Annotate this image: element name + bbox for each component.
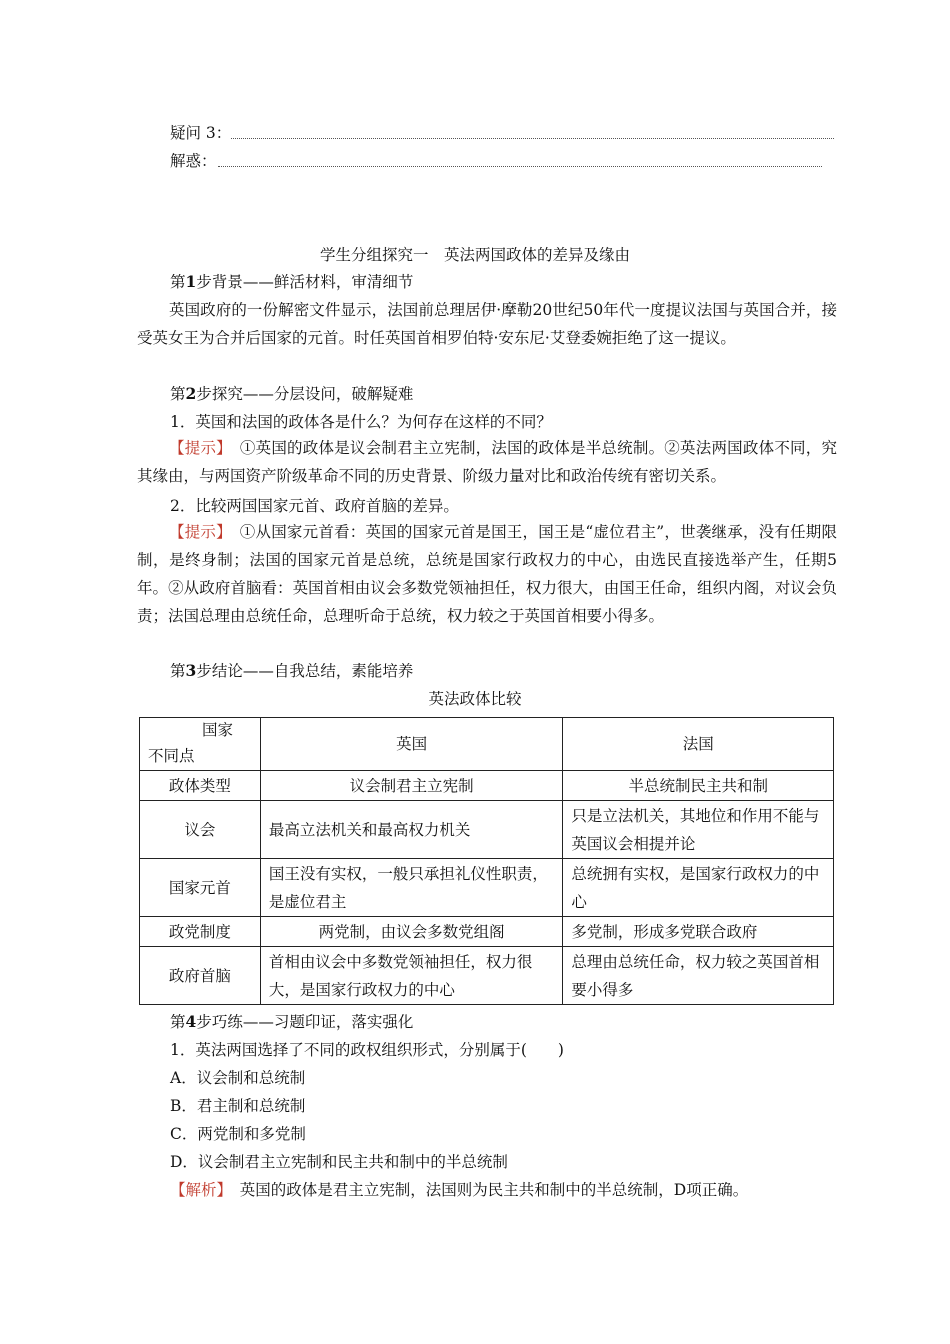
table-row [140, 947, 834, 1005]
row-label: 议会 [140, 801, 261, 859]
step-2-text: 步探究——分层设问，破解疑难 [196, 385, 414, 403]
step-2-heading [170, 384, 413, 404]
hint-1-text: ①英国的政体是议会制君主立宪制，法国的政体是半总统制。②英法两国政体不同，究其缘由，与两国资产阶级革命不同的历史背景、阶级力量对比和政治传统有密切关系。 [137, 439, 837, 485]
step-4-heading [170, 1012, 413, 1032]
header-fr: 法国 [563, 718, 834, 771]
cell-uk: 两党制，由议会多数党组阁 [260, 917, 563, 947]
table-row [140, 917, 834, 947]
question-1: 1．英国和法国的政体各是什么？为何存在这样的不同？ [170, 413, 552, 431]
cell-uk: 首相由议会中多数党领袖担任，权力很大，是国家行政权力的中心 [260, 947, 563, 1005]
question-2: 2．比较两国国家元首、政府首脑的差异。 [170, 497, 459, 515]
row-label: 国家元首 [140, 859, 261, 917]
step-4-text: 步巧练——习题印证，落实强化 [196, 1013, 414, 1031]
answer-label: 解惑： [170, 152, 217, 170]
table-corner-cell [140, 718, 261, 771]
analysis-line [170, 1180, 748, 1200]
exercise-question: 1．英法两国选择了不同的政权组织形式，分别属于( ) [170, 1041, 564, 1059]
corner-bottom-label: 不同点 [148, 747, 195, 765]
step-4-number: 4 [185, 1012, 197, 1031]
step-3-heading [170, 661, 413, 681]
cell-uk: 国王没有实权，一般只承担礼仪性职责，是虚位君主 [260, 859, 563, 917]
cell-uk: 最高立法机关和最高权力机关 [260, 801, 563, 859]
section-title: 学生分组探究一 英法两国政体的差异及缘由 [319, 246, 630, 264]
step-1-prefix: 第 [170, 273, 186, 291]
table-row [140, 859, 834, 917]
step-4-prefix: 第 [170, 1013, 186, 1031]
table-row [140, 771, 834, 801]
answer-blank [218, 166, 822, 167]
table-row [140, 801, 834, 859]
cell-fr: 总理由总统任命，权力较之英国首相要小得多 [563, 947, 834, 1005]
analysis-tag: 【解析】 [170, 1181, 225, 1199]
cell-fr: 总统拥有实权，是国家行政权力的中心 [563, 859, 834, 917]
step-3-number: 3 [185, 661, 197, 680]
step-1-number: 1 [185, 272, 197, 291]
cell-fr: 多党制，形成多党联合政府 [563, 917, 834, 947]
comparison-table [139, 717, 834, 1005]
analysis-text: 英国的政体是君主立宪制，法国则为民主共和制中的半总统制，D项正确。 [239, 1181, 749, 1199]
hint-2-text: ①从国家元首看：英国的国家元首是国王，国王是“虚位君主”，世袭继承，没有任期限制，是终身制；法国的国家元首是总统，总统是国家行政权力的中心，由选民直接选举产生，任期5年。②从政府首脑看：英国首相由议会多数党领袖担任，权力很大，由国王任命，组织内阁，对议会负责；法国总理由总统任命，总理听命于总统，权力较之于英国首相要小得多。 [137, 523, 837, 625]
row-label: 政体类型 [140, 771, 261, 801]
table-header-row [140, 718, 834, 771]
step-1-text: 步背景——鲜活材料，审清细节 [196, 273, 414, 291]
option-a: A．议会制和总统制 [170, 1069, 306, 1087]
question-3-label: 疑问 3： [170, 124, 232, 142]
hint-1-paragraph [137, 434, 837, 490]
cell-uk: 议会制君主立宪制 [260, 771, 563, 801]
row-label: 政府首脑 [140, 947, 261, 1005]
row-label: 政党制度 [140, 917, 261, 947]
table-caption: 英法政体比较 [428, 690, 522, 708]
step-1-heading [170, 272, 413, 292]
corner-top-label: 国家 [202, 721, 234, 739]
option-d: D．议会制君主立宪制和民主共和制中的半总统制 [170, 1153, 508, 1171]
step-2-prefix: 第 [170, 385, 186, 403]
hint-1-tag: 【提示】 [169, 439, 225, 457]
option-b: B．君主制和总统制 [170, 1097, 306, 1115]
cell-fr: 只是立法机关，其地位和作用不能与英国议会相提并论 [563, 801, 834, 859]
step-2-number: 2 [185, 384, 197, 403]
cell-fr: 半总统制民主共和制 [563, 771, 834, 801]
hint-2-tag: 【提示】 [169, 523, 225, 541]
background-paragraph: 英国政府的一份解密文件显示，法国前总理居伊·摩勒20世纪50年代一度提议法国与英国合并，接受英女王为合并后国家的元首。时任英国首相罗伯特·安东尼·艾登委婉拒绝了这一提议。 [137, 301, 837, 347]
step-3-text: 步结论——自我总结，素能培养 [196, 662, 414, 680]
question-3-blank [231, 138, 834, 139]
hint-2-paragraph [137, 518, 837, 630]
step-3-prefix: 第 [170, 662, 186, 680]
option-c: C．两党制和多党制 [170, 1125, 306, 1143]
header-uk: 英国 [260, 718, 563, 771]
